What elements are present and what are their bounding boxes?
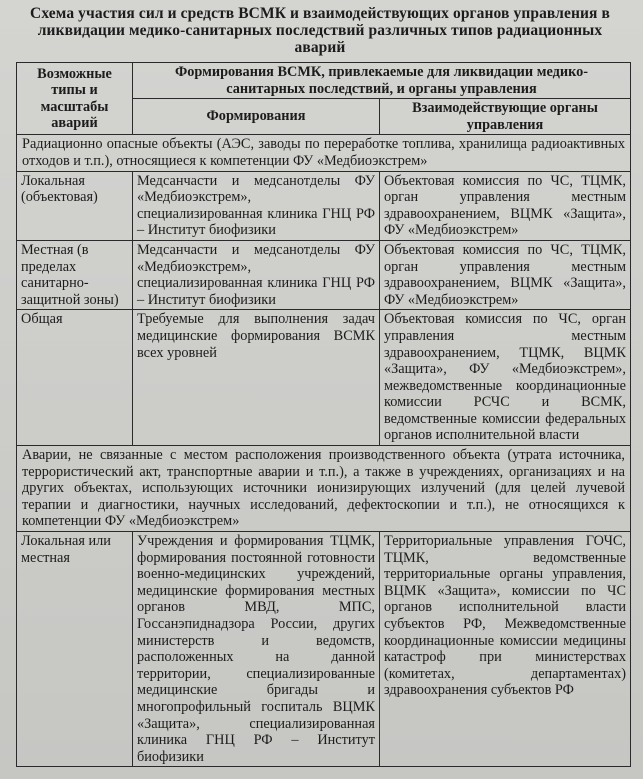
section1-caption: Радиационно опасные объекты (АЭС, заводы по переработке топлива, хранилища радиоактивных отходов и т.п.), относящиеся к компетенции ФУ «Медбиоэкстрем» [17,135,631,171]
row-type: Местная (в пределах санитарно-защитной зоны) [17,240,133,309]
radiation-accidents-table [16,62,631,767]
header-accident-types: Возможные типы и масштабы аварий [17,63,133,135]
table-row [17,171,631,240]
row-bodies: Территориальные управления ГОЧС, ТЦМК, ведомственные территориальные органы управления, ВЦМК «Защита», комиссии по ЧС органов исполнительной власти субъектов РФ, Межведомственные координационные комиссии медицины катастроф при министерствах (комитетах, департаментах) здравоохранения субъектов РФ [380,532,631,767]
row-formations: Медсанчасти и медсанотделы ФУ «Медбиоэкстрем», специализированная клиника ГНЦ РФ – Институт биофизики [133,240,380,309]
row-bodies: Объектовая комиссия по ЧС, орган управления местным здравоохранением, ТЦМК, ВЦМК «Защита», ФУ «Медбиоэкстрем», межведомственные координационные комиссии РСЧС и ВСМК, ведомственные комиссии федеральных органов исполнительной власти [380,310,631,446]
row-type: Общая [17,310,133,446]
section2-caption: Аварии, не связанные с местом расположения производственного объекта (утрата источника, террористический акт, транспортные аварии и т.п.), а также в учреждениях, организациях и на других объектах, использующих источники ионизирующих излучений (для целей лучевой терапии и диагностики, научных исследований, дефектоскопии и т.п.), не относящихся к компетенции ФУ «Медбиоэкстрем» [17,446,631,532]
section-caption-row [17,446,631,532]
row-bodies: Объектовая комиссия по ЧС, ТЦМК, орган управления местным здравоохранением, ВЦМК «Защита», ФУ «Медбиоэкстрем» [380,171,631,240]
row-bodies: Объектовая комиссия по ЧС, ТЦМК, орган управления местным здравоохранением, ВЦМК «Защита», ФУ «Медбиоэкстрем» [380,240,631,309]
header-formations: Формирования [133,99,380,135]
table-row [17,310,631,446]
row-type: Локальная или местная [17,532,133,767]
row-formations: Учреждения и формирования ТЦМК, формирования постоянной готовности военно-медицинских учреждений, медицинские формирования местных органов МВД, МПС, Госсанэпиднадзора России, других министерств и ведомств, расположенных на данной территории, специализированные медицинские бригады и многопрофильный госпиталь ВЦМК «Защита», специализированная клиника ГНЦ РФ – Институт биофизики [133,532,380,767]
table-row [17,532,631,767]
row-formations: Требуемые для выполнения задач медицинские формирования ВСМК всех уровней [133,310,380,446]
row-formations: Медсанчасти и медсанотделы ФУ «Медбиоэкстрем», специализированная клиника ГНЦ РФ – Институт биофизики [133,171,380,240]
row-type: Локальная (объектовая) [17,171,133,240]
table-row [17,240,631,309]
document-title: Схема участия сил и средств ВСМК и взаимодействующих органов управления в ликвидации медико-санитарных последствий различных типов радиационных аварий [30,5,610,56]
header-group-formations: Формирования ВСМК, привлекаемые для ликвидации медико-санитарных последствий, и органы управления [133,63,631,99]
section-caption-row [17,135,631,171]
header-bodies: Взаимодействующие органы управления [380,99,631,135]
header-row-1 [17,63,631,99]
